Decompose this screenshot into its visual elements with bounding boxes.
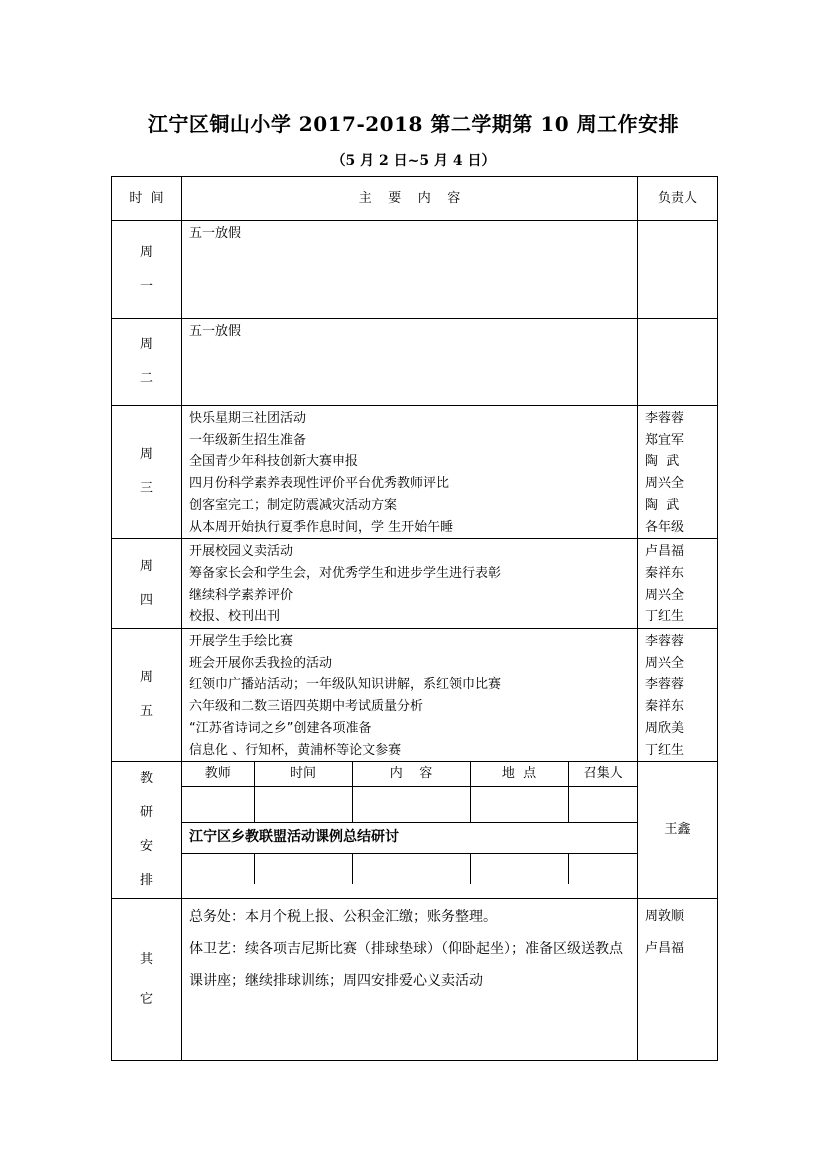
day-content <box>182 629 638 762</box>
task-item: 红领巾广播站活动；一年级队知识讲解，系红领巾比赛 <box>189 677 502 693</box>
responsible-person: 丁红生 <box>645 609 685 625</box>
other-item: 体卫艺：续各项吉尼斯比赛（排球垫球）（仰卧起坐）；准备区级送教点课讲座；继续排球训练；周四安排爱心义卖活动 <box>189 941 623 990</box>
day-row-mon <box>112 221 718 319</box>
header-row <box>112 177 718 221</box>
research-col-time: 时间 <box>254 762 352 787</box>
date-range: （5 月 2 日~5 月 4 日） <box>331 153 496 169</box>
research-col-convener: 召集人 <box>568 762 638 787</box>
day-responsible <box>638 629 718 762</box>
day-responsible <box>638 406 718 539</box>
task-item: 全国青少年科技创新大赛申报 <box>189 454 359 470</box>
day-label: 周 一 <box>112 221 182 319</box>
day-label: 周 五 <box>112 629 182 762</box>
responsible-person: 李蓉蓉 <box>645 411 685 426</box>
responsible-person: 陶 武 <box>645 454 680 470</box>
day-label: 周 四 <box>112 539 182 629</box>
task-item: 筹备家长会和学生会，对优秀学生和进步学生进行表彰 <box>189 565 502 581</box>
task-item: 信息化 、行知杯，黄浦杯等论文参赛 <box>189 742 402 758</box>
research-row <box>112 762 718 899</box>
day-content <box>182 406 638 539</box>
day-label: 周 二 <box>112 319 182 406</box>
research-label: 教 研 安 排 <box>112 762 182 899</box>
other-item: 总务处：本月个税上报、公积金汇缴；账务整理。 <box>189 909 497 926</box>
responsible-person: 周兴全 <box>645 476 685 492</box>
research-topic-row <box>182 823 638 854</box>
task-item: 继续科学素养评价 <box>189 587 294 603</box>
responsible-person: 周兴全 <box>645 655 685 671</box>
research-header-row <box>182 762 638 787</box>
header-responsible: 负责人 <box>638 177 718 221</box>
day-content <box>182 319 638 406</box>
other-label: 其 它 <box>112 899 182 1061</box>
responsible-person: 周敦顺 <box>645 909 685 925</box>
task-item: 快乐星期三社团活动 <box>189 411 307 426</box>
day-responsible <box>638 221 718 319</box>
day-row-tue <box>112 319 718 406</box>
responsible-person: 卢昌福 <box>645 941 685 957</box>
responsible-person: 秦祥东 <box>645 565 685 581</box>
responsible-person: 郑宜军 <box>645 432 685 448</box>
task-item: 开展学生手绘比赛 <box>189 634 294 650</box>
day-row-wed <box>112 406 718 539</box>
other-row <box>112 899 718 1061</box>
task-item: 五一放假 <box>189 226 242 241</box>
responsible-person: 周欣美 <box>645 720 685 736</box>
task-item: 从本周开始执行夏季作息时间，学 生开始午睡 <box>189 519 454 535</box>
responsible-person: 丁红生 <box>645 742 685 758</box>
task-item: 开展校园义卖活动 <box>189 544 294 560</box>
day-content <box>182 221 638 319</box>
responsible-person: 陶 武 <box>645 497 680 513</box>
responsible-person: 李蓉蓉 <box>645 634 685 650</box>
research-col-place: 地 点 <box>470 762 568 787</box>
other-responsible <box>638 899 718 1061</box>
task-item: 一年级新生招生准备 <box>189 432 307 448</box>
day-label: 周 三 <box>112 406 182 539</box>
task-item: 创客室完工；制定防震减灾活动方案 <box>189 497 398 513</box>
research-empty-row <box>182 854 638 885</box>
day-row-fri <box>112 629 718 762</box>
page-title: 江宁区铜山小学 2017-2018 第二学期第 10 周工作安排 <box>147 112 680 136</box>
research-table <box>182 762 638 884</box>
research-topic: 江宁区乡教联盟活动课例总结研讨 <box>182 823 638 854</box>
header-time: 时 间 <box>112 177 182 221</box>
day-responsible <box>638 539 718 629</box>
task-item: 校报、校刊出刊 <box>189 609 281 625</box>
task-item: 班会开展你丢我捡的活动 <box>189 655 333 671</box>
day-responsible <box>638 319 718 406</box>
task-item: “江苏省诗词之乡”创建各项准备 <box>189 720 372 736</box>
day-content <box>182 539 638 629</box>
responsible-person: 周兴全 <box>645 587 685 603</box>
research-empty-row <box>182 787 638 823</box>
research-content <box>182 762 638 899</box>
other-content <box>182 899 638 1061</box>
task-item: 四月份科学素养表现性评价平台优秀教师评比 <box>189 476 450 492</box>
task-item: 六年级和二数三语四英期中考试质量分析 <box>189 699 424 715</box>
task-item: 五一放假 <box>189 324 242 339</box>
day-row-thu <box>112 539 718 629</box>
header-content: 主 要 内 容 <box>182 177 638 221</box>
research-responsible: 王鑫 <box>638 762 718 899</box>
responsible-person: 各年级 <box>645 519 685 535</box>
research-col-content: 内 容 <box>352 762 470 787</box>
responsible-person: 秦祥东 <box>645 699 685 715</box>
schedule-table <box>111 176 718 1061</box>
responsible-person: 卢昌福 <box>645 544 685 560</box>
responsible-person: 李蓉蓉 <box>645 677 685 693</box>
research-col-teacher: 教师 <box>182 762 254 787</box>
